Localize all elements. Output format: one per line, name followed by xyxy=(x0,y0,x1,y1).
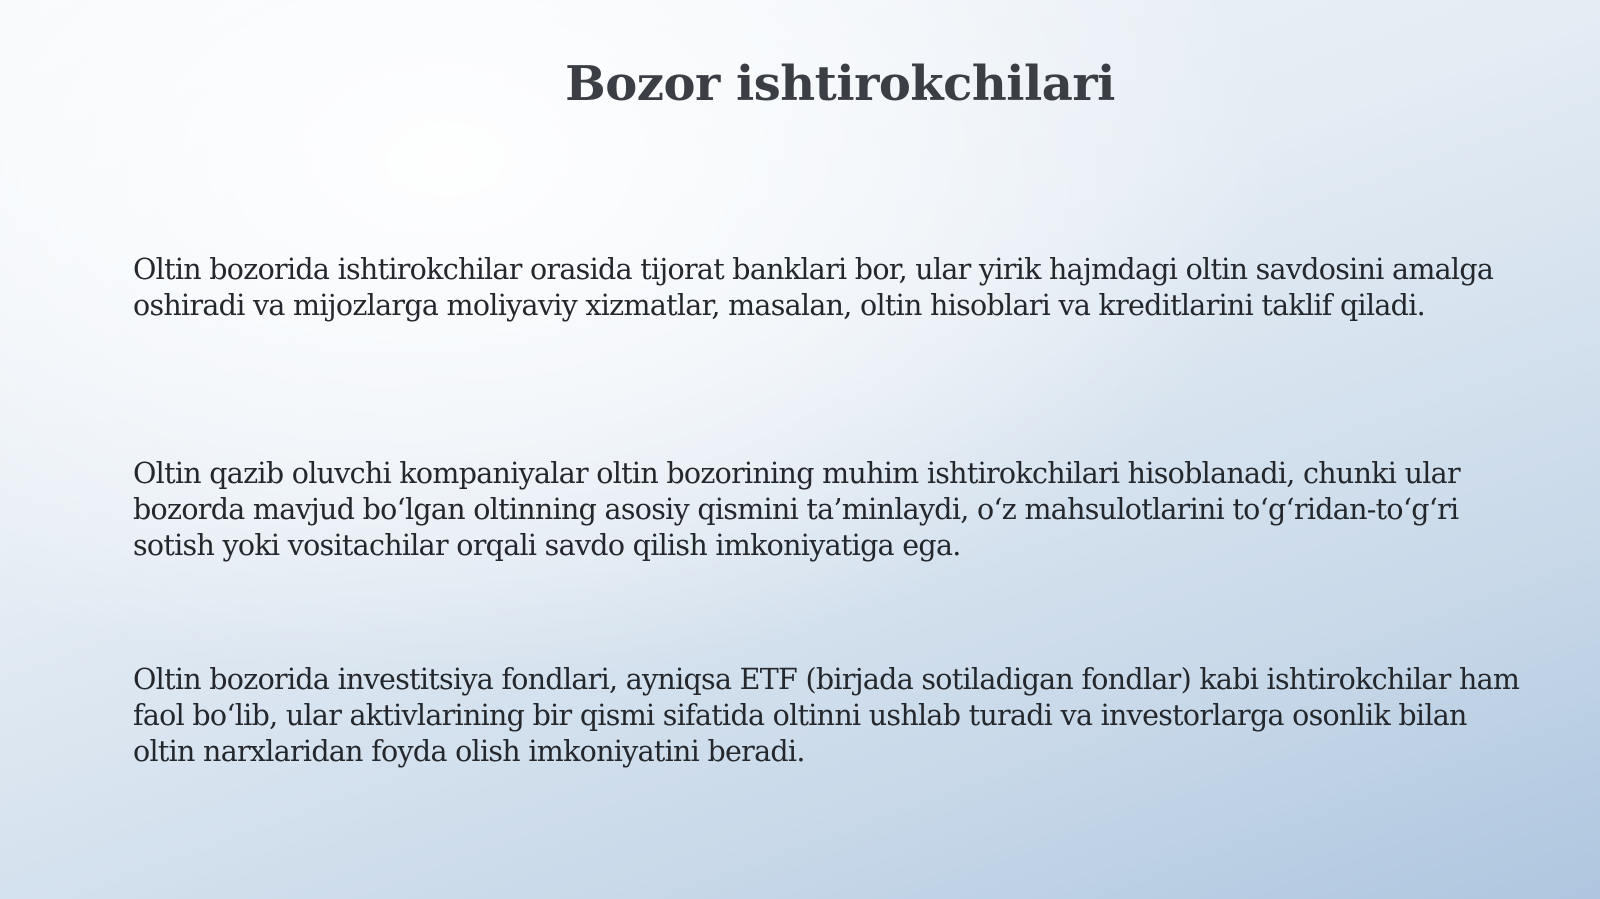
paragraph-mining-companies: Oltin qazib oluvchi kompaniyalar oltin bozorining muhim ishtirokchilari hisoblanadi, chunki ular bozorda mavjud bo‘lgan oltinning asosiy qismini ta’minlaydi, o‘z mahsulotlarini to‘g‘ridan-to‘g‘ri sotish yoki vositachilar orqali savdo qilish imkoniyatiga ega. xyxy=(133,457,1460,562)
slide-title: Bozor ishtirokchilari xyxy=(565,56,1115,112)
paragraph-commercial-banks: Oltin bozorida ishtirokchilar orasida tijorat banklari bor, ular yirik hajmdagi oltin savdosini amalga oshiradi va mijozlarga moliyaviy xizmatlar, masalan, oltin hisoblari va kreditlarini taklif qiladi. xyxy=(133,253,1494,322)
paragraph-investment-funds: Oltin bozorida investitsiya fondlari, ayniqsa ETF (birjada sotiladigan fondlar) kabi ishtirokchilar ham faol bo‘lib, ular aktivlarining bir qismi sifatida oltinni ushlab turadi va investorlarga osonlik bilan oltin narxlaridan foyda olish imkoniyatini beradi. xyxy=(133,663,1520,768)
